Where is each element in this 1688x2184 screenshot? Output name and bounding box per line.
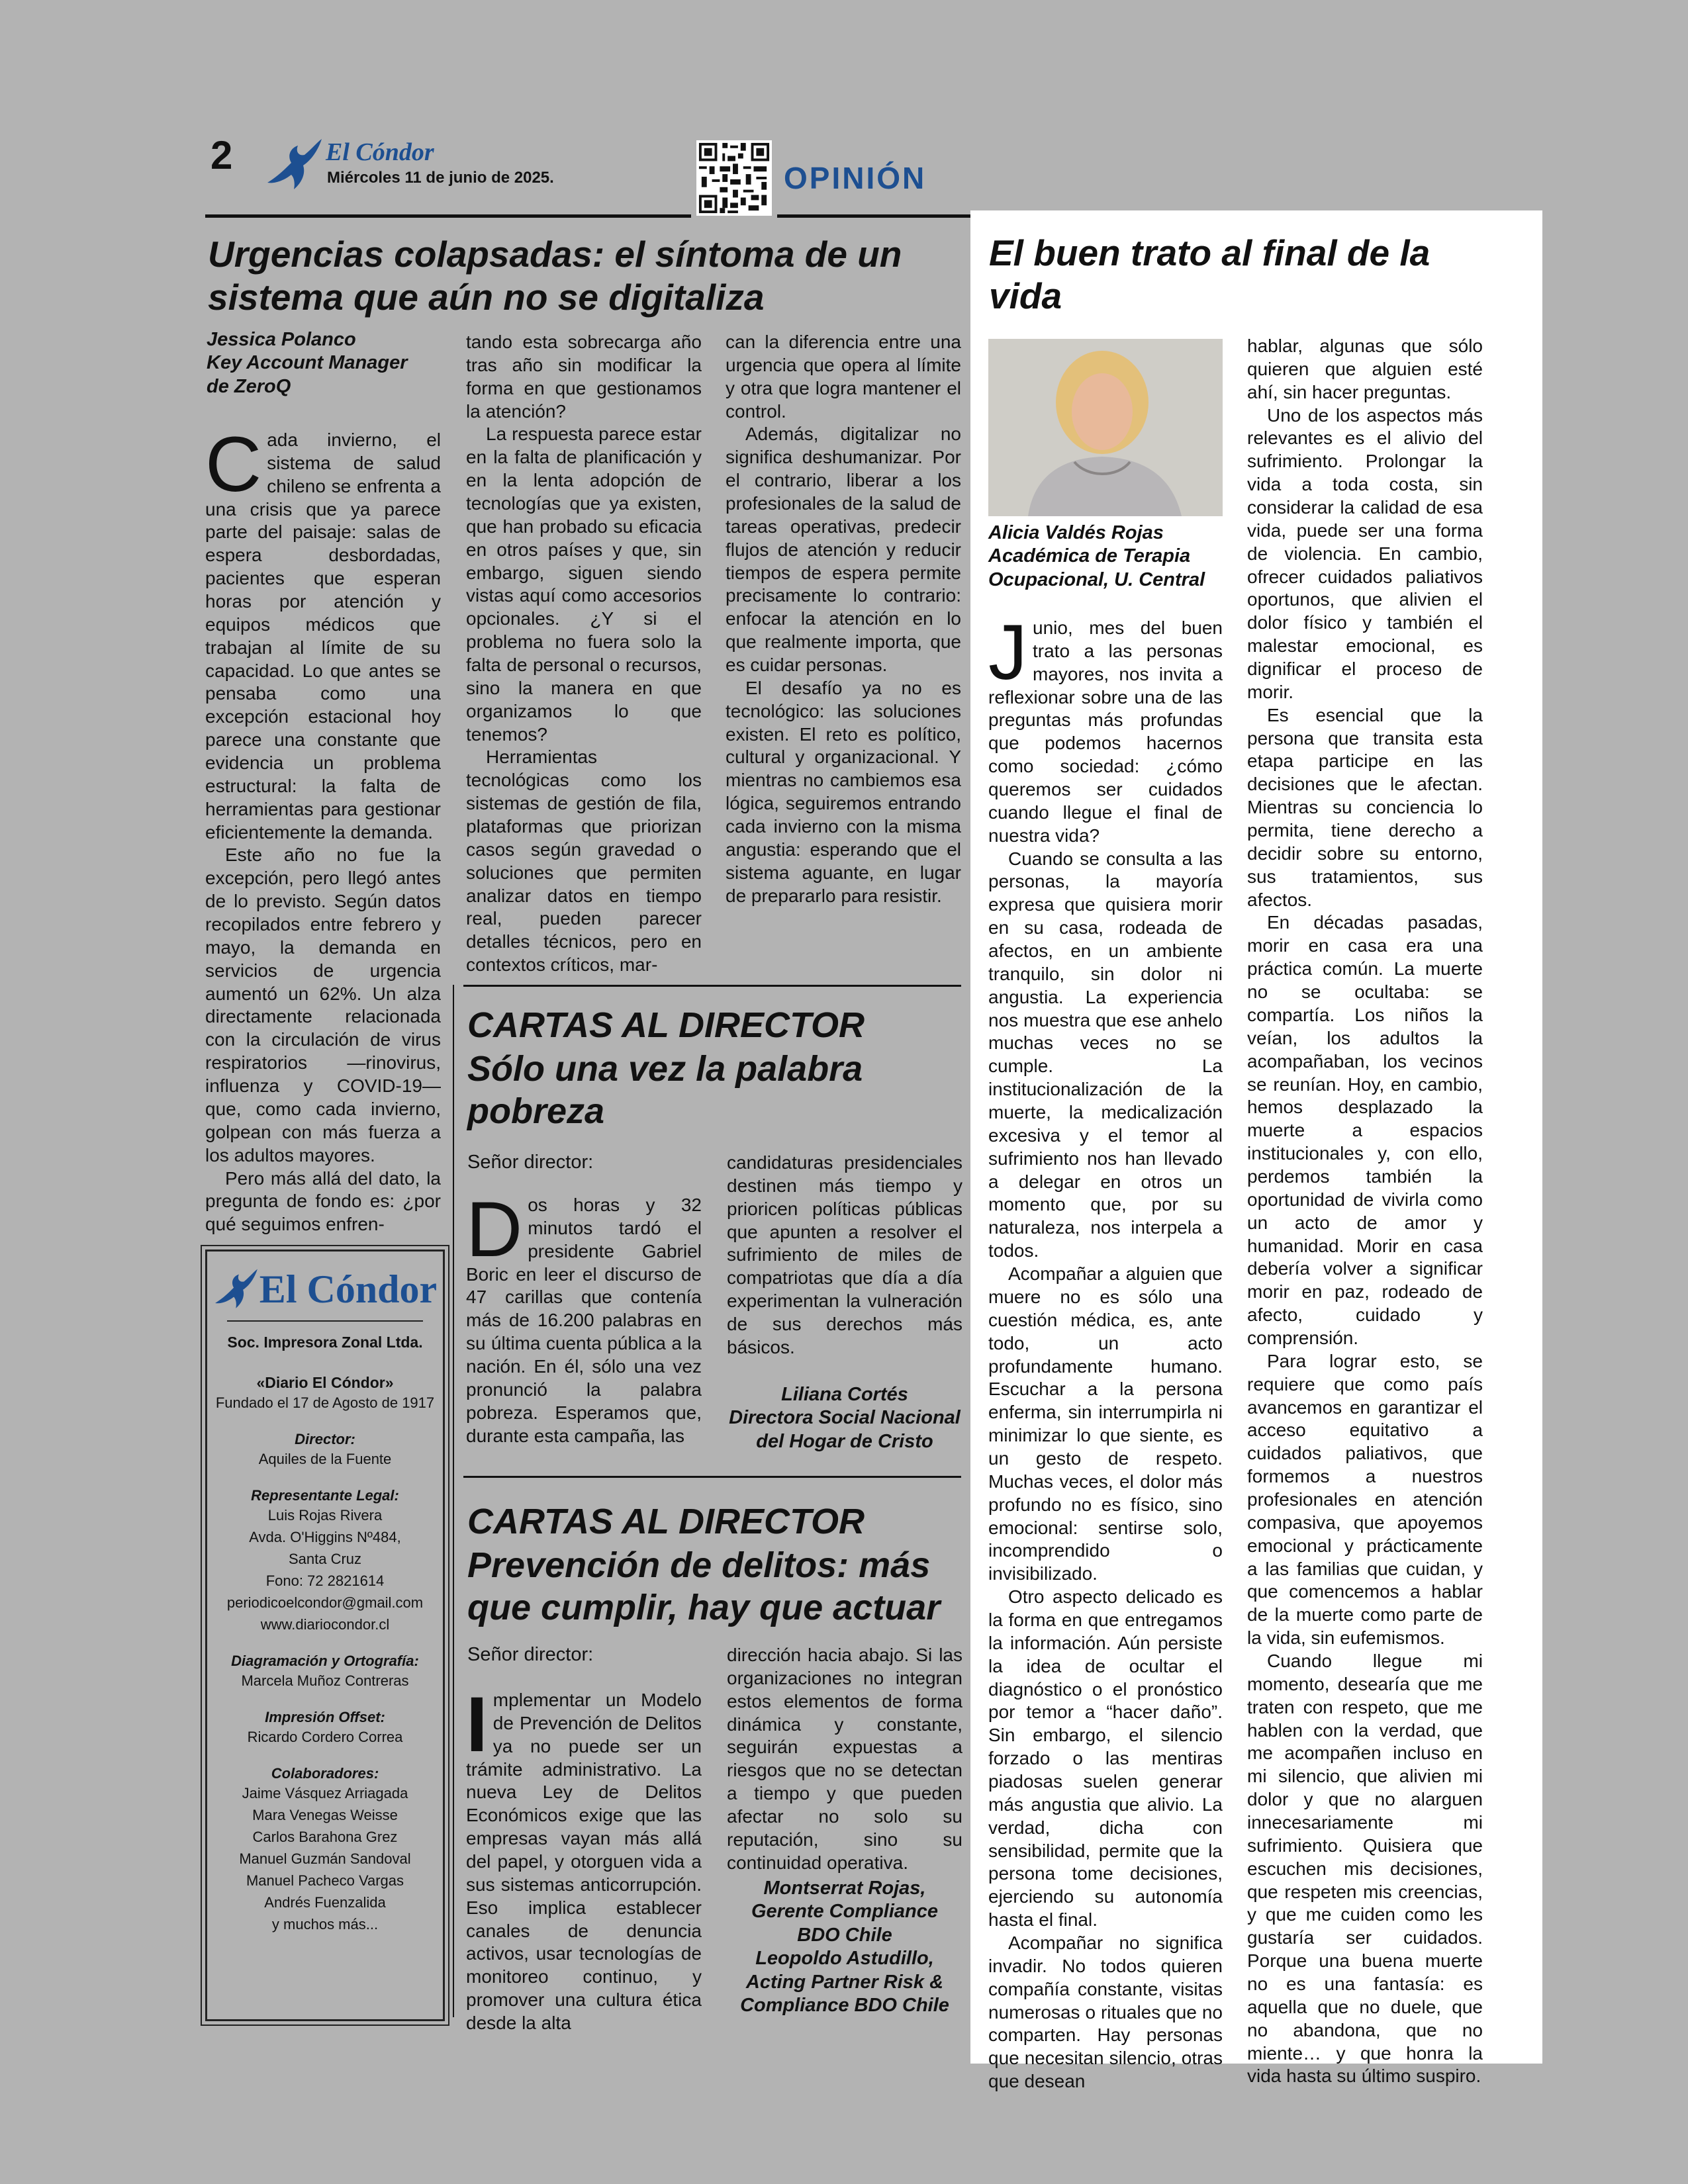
letter-kicker: CARTAS AL DIRECTOR — [467, 1005, 865, 1045]
paragraph: Uno de los aspectos más relevantes es el alivio del sufrimiento. Prolongar la vida a toda costa, sin considerar la calidad de esa vida, puede ser una forma de violencia. En cambio, ofrecer cuidados paliativos oportunos, que alivien el dolor físico y también el malestar emocional, es dignificar el proceso de morir. — [1247, 404, 1483, 702]
article-column-2 — [466, 331, 702, 977]
signature-line: BDO Chile — [797, 1924, 892, 1946]
masthead-box — [205, 1250, 445, 2021]
paragraph: Acompañar no significa invadir. No todos quieren compañía constante, visitas numerosas o rituales que no comparten. Hay personas que necesitan silencio, otras que desean — [988, 1932, 1223, 2092]
collaborator: Carlos Barahona Grez — [252, 1829, 398, 1845]
article-column-1 — [205, 421, 441, 1236]
column-divider — [453, 985, 454, 2017]
collaborators-label: Colaboradores: — [271, 1765, 379, 1782]
collaborator: Manuel Guzmán Sandoval — [239, 1850, 411, 1867]
section-rule — [463, 985, 961, 987]
paragraph: Además, digitalizar no significa deshumanizar. Por el contrario, liberar a los profesionales de la salud de tareas operativas, predecir flujos de atención y reducir tiempos de espera permite precisamente lo contrario: enfocar la atención en lo que realmente importa, que es cuidar personas. — [726, 424, 961, 676]
layout-name: Marcela Muñoz Contreras — [241, 1672, 409, 1689]
signature-line: Montserrat Rojas, — [763, 1878, 926, 1899]
address-line: Avda. O'Higgins Nº484, — [249, 1529, 401, 1545]
signature-line: Leopoldo Astudillo, — [755, 1948, 934, 1970]
paragraph: candidaturas presidenciales destinen más tiempo y prioricen políticas públicas que apunten a resolver el sufrimiento de miles de compatriotas que día a día experimentan la vulneración de sus derechos más básicos. — [727, 1152, 962, 1357]
article-column-1 — [988, 609, 1223, 2093]
paragraph: Para lograr esto, se requiere que como país avancemos en garantizar el acceso equitativo a cuidados paliativos, que formemos a nuestros profesionales en atención compasiva, que apoyemos emocional y prácticamente a las familias que cuidan, y que comencemos a hablar de la muerte como parte de la vida, sin eufemismos. — [1247, 1350, 1483, 1649]
section-title: OPINIÓN — [784, 161, 927, 195]
legal-label: Representante Legal: — [251, 1487, 399, 1504]
paragraph: dirección hacia abajo. Si las organizaciones no integran estos elementos de forma dinámica y constante, seguirán expuestas a riesgos que no se detectan a tiempo y que pueden afectar no solo su reputación, sino su continuidad operativa. — [727, 1645, 962, 1873]
qr-code-icon[interactable] — [696, 140, 772, 216]
director-name: Aquiles de la Fuente — [258, 1451, 392, 1467]
collaborator: y muchos más... — [271, 1916, 379, 1933]
signature-role: Directora Social Nacional — [729, 1407, 961, 1429]
paragraph: unio, mes del buen trato a las personas mayores, nos invita a reflexionar sobre una de las preguntas más profundas que podemos hacernos como sociedad: ¿cómo queremos ser cuidados cuando llegue el final de nuestra vida? — [988, 617, 1223, 846]
letter-salutation: Señor director: — [467, 1644, 594, 1665]
paragraph: tando esta sobrecarga año tras año sin modificar la forma en que gestionamos la atención? — [466, 332, 702, 422]
paragraph: ada invierno, el sistema de salud chileno se enfrenta a una crisis que ya parece parte del paisaje: salas de espera desbordadas, pacientes que esperan horas por atención y equipos médicos que trabajan al límite de su capacidad. Lo que antes se pensaba como una excepción estacional hoy parece una constante que evidencia un problema estructural: la falta de herramientas para gestionar eficientemente la demanda. — [205, 430, 441, 842]
author-org: Ocupacional, U. Central — [988, 569, 1205, 590]
paragraph: La respuesta parece estar en la falta de planificación y en la lenta adopción de tecnologías que ya existen, que han probado su eficacia en otros países y que, sin embargo, siguen siendo vistas aquí como accesorios opcionales. ¿Y si el problema no fuera solo la falta de personal o recursos, sino la manera en que organizamos lo que tenemos? — [466, 424, 702, 745]
print-name: Ricardo Cordero Correa — [247, 1729, 403, 1745]
signature-org: del Hogar de Cristo — [756, 1430, 933, 1452]
header-rule-left — [205, 214, 691, 218]
phone: Fono: 72 2821614 — [265, 1572, 385, 1589]
paragraph: En décadas pasadas, morir en casa era una práctica común. La muerte no se ocultaba: se compartía. Los niños la veían, los adultos la acompañaban, los vecinos se reunían. Hoy, en cambio, hemos desplazado la muerte a espacios institucionales y, con ello, perdemos también la oportunidad de vivirla como un acto de amor y humanidad. Morir en casa debería volver a significar morir en paz, rodeado de afecto, cuidado y comprensión. — [1247, 912, 1483, 1348]
article-headline: Urgencias colapsadas: el síntoma de un sistema que aún no se digitaliza — [208, 234, 902, 318]
collaborator: Jaime Vásquez Arriagada — [242, 1785, 408, 1801]
masthead-brand: El Cóndor — [259, 1267, 438, 1311]
author-portrait-image — [988, 339, 1223, 516]
address-city: Santa Cruz — [288, 1551, 362, 1567]
brand-name: El Cóndor — [326, 138, 434, 166]
letter-title: Prevención de delitos: más que cumplir, hay que actuar — [467, 1545, 941, 1627]
paper-name: «Diario El Cóndor» — [256, 1374, 394, 1391]
paragraph: Cuando se consulta a las personas, la mayoría expresa que quisiera morir en su casa, rodeada de afectos, en un ambiente tranquilo, sin dolor ni angustia. La experiencia nos muestra que ese anhelo muchas veces no se cumple. La institucionalización de la muerte, la medicalización excesiva y el temor al sufrimiento nos han llevado a delegar en otros un momento que, por su naturaleza, nos interpela a todos. — [988, 848, 1223, 1261]
paragraph: Acompañar a alguien que muere no es sólo una cuestión médica, es, ante todo, un acto profundamente humano. Escuchar a la persona enferma, sin interrumpirla ni minimizar lo que siente, es un gesto de respeto. Muchas veces, el dolor más profundo no es físico, sino emocional: sentirse solo, incomprendido o invisibilizado. — [988, 1263, 1223, 1584]
legal-name: Luis Rojas Rivera — [267, 1507, 383, 1524]
signature-line: Gerente Compliance — [751, 1901, 939, 1923]
collaborator: Andrés Fuenzalida — [264, 1894, 386, 1911]
drop-cap: I — [466, 1681, 488, 1768]
founded-date: Fundado el 17 de Agosto de 1917 — [215, 1394, 435, 1411]
letter-title: Sólo una vez la palabra pobreza — [467, 1049, 863, 1131]
author-name: Jessica Polanco — [207, 329, 356, 350]
paragraph: hablar, algunas que sólo quieren que alguien esté ahí, sin hacer preguntas. — [1247, 336, 1483, 402]
article-headline: El buen trato al final de la vida — [989, 232, 1430, 316]
signature-line: Acting Partner Risk & — [745, 1971, 944, 1993]
paragraph: Es esencial que la persona que transita esta etapa participe en las decisiones que le afectan. Mientras su conciencia lo permita, tiene derecho a decidir sobre su entorno, sus tratamientos, sus afectos. — [1247, 704, 1483, 910]
collaborator: Mara Venegas Weisse — [252, 1807, 398, 1823]
article-column-2 — [1247, 335, 1483, 2088]
author-name: Alicia Valdés Rojas — [988, 522, 1164, 543]
section-rule — [463, 1476, 961, 1478]
letter-signature — [727, 1383, 962, 1453]
letter-column-1 — [466, 1186, 702, 1447]
letter-salutation: Señor director: — [467, 1152, 594, 1173]
paragraph: Cuando llegue mi momento, desearía que me traten con respeto, que me hablen con la verdad, que me acompañen incluso en mi silencio, que alivien mi dolor y que no alarguen innecesariamente mi sufrimiento. Quisiera que escuchen mis decisiones, que respeten mis creencias, y que me cuiden como les gustaría ser cuidados. Porque una buena muerte no es una fantasía: es aquella que no duele, que no abandona, que no miente… y que honra la vida hasta su último suspiro. — [1247, 1650, 1483, 2087]
paragraph: Herramientas tecnológicas como los sistemas de gestión de fila, plataformas que priorizan casos según gravedad o soluciones que permiten analizar datos en tiempo real, pueden parecer detalles técnicos, pero en contextos críticos, mar- — [466, 747, 702, 976]
article-byline — [207, 328, 445, 398]
print-label: Impresión Offset: — [265, 1709, 385, 1725]
director-label: Director: — [295, 1431, 355, 1447]
author-org: de ZeroQ — [207, 375, 291, 397]
letter-kicker: CARTAS AL DIRECTOR — [467, 1502, 865, 1541]
email-link[interactable]: periodicoelcondor@gmail.com — [226, 1594, 424, 1611]
letter-column-2 — [727, 1644, 962, 1875]
letter-signature — [727, 1877, 962, 2017]
layout-label: Diagramación y Ortografía: — [231, 1653, 419, 1669]
condor-logo-icon — [265, 136, 324, 193]
paragraph: Este año no fue la excepción, pero llegó antes de lo previsto. Según datos recopilados entre febrero y mayo, la demanda en servicios de urgencia aumentó un 62%. Un alza directamente relacionada con la circulación de virus respiratorios —rinovirus, influenza y COVID-19— que, como cada invierno, golpean con más fuerza a los adultos mayores. — [205, 844, 441, 1165]
paragraph: mplementar un Modelo de Prevención de Delitos ya no puede ser un trámite administrativo. La nueva Ley de Delitos Económicos exige que las empresas vayan más allá del papel, y otorguen vida a sus sistemas anticorrupción. Eso implica establecer canales de denuncia activos, usar tecnologías de monitoreo continuo, y promover una cultura ética desde la alta — [466, 1690, 702, 2034]
paragraph: can la diferencia entre una urgencia que opera al límite y otra que logra mantener el control. — [726, 332, 961, 422]
article-column-3 — [726, 331, 961, 907]
website-link[interactable]: www.diariocondor.cl — [260, 1616, 390, 1633]
author-role: Académica de Terapia — [988, 545, 1191, 567]
condor-logo-icon — [213, 1266, 259, 1312]
paragraph: os horas y 32 minutos tardó el presidente Gabriel Boric en leer el discurso de 47 carillas que contenía más de 16.200 palabras en su última cuenta pública a la nación. En él, sólo una vez pronunció la palabra pobreza. Esperamos que, durante esta campaña, las — [466, 1195, 702, 1446]
paragraph: Pero más allá del dato, la pregunta de fondo es: ¿por qué seguimos enfren- — [205, 1167, 441, 1235]
article-byline — [988, 522, 1240, 592]
masthead-divider — [227, 1320, 423, 1322]
paragraph: El desafío ya no es tecnológico: las soluciones existen. El reto es político, cultural y organizacional. Y mientras no cambiemos esa lógica, seguiremos entrando cada invierno con la misma angustia: esperando que el sistema aguante, en lugar de prepararlo para resistir. — [726, 677, 961, 906]
drop-cap: J — [988, 609, 1027, 696]
paragraph: Otro aspecto delicado es la forma en que entregamos la información. Aún persiste la idea de ocultar el diagnóstico o el pronóstico por temor a “hacer daño”. Sin embargo, el silencio forzado o las mentiras piadosas suelen generar más angustia que alivio. La verdad, dicha con sensibilidad, permite que la persona tome decisiones, ejerciendo su autonomía hasta el final. — [988, 1586, 1223, 1931]
drop-cap: D — [466, 1186, 523, 1273]
company-name: Soc. Impresora Zonal Ltda. — [227, 1334, 423, 1351]
page-number: 2 — [211, 133, 233, 177]
collaborator: Manuel Pacheco Vargas — [246, 1872, 404, 1889]
issue-date: Miércoles 11 de junio de 2025. — [327, 169, 554, 187]
author-photo — [988, 339, 1223, 516]
letter-column-2 — [727, 1152, 962, 1359]
drop-cap: C — [205, 421, 262, 508]
signature-line: Compliance BDO Chile — [740, 1994, 949, 2016]
author-role: Key Account Manager — [207, 352, 408, 374]
signature-name: Liliana Cortés — [781, 1384, 908, 1405]
letter-column-1 — [466, 1681, 702, 2035]
